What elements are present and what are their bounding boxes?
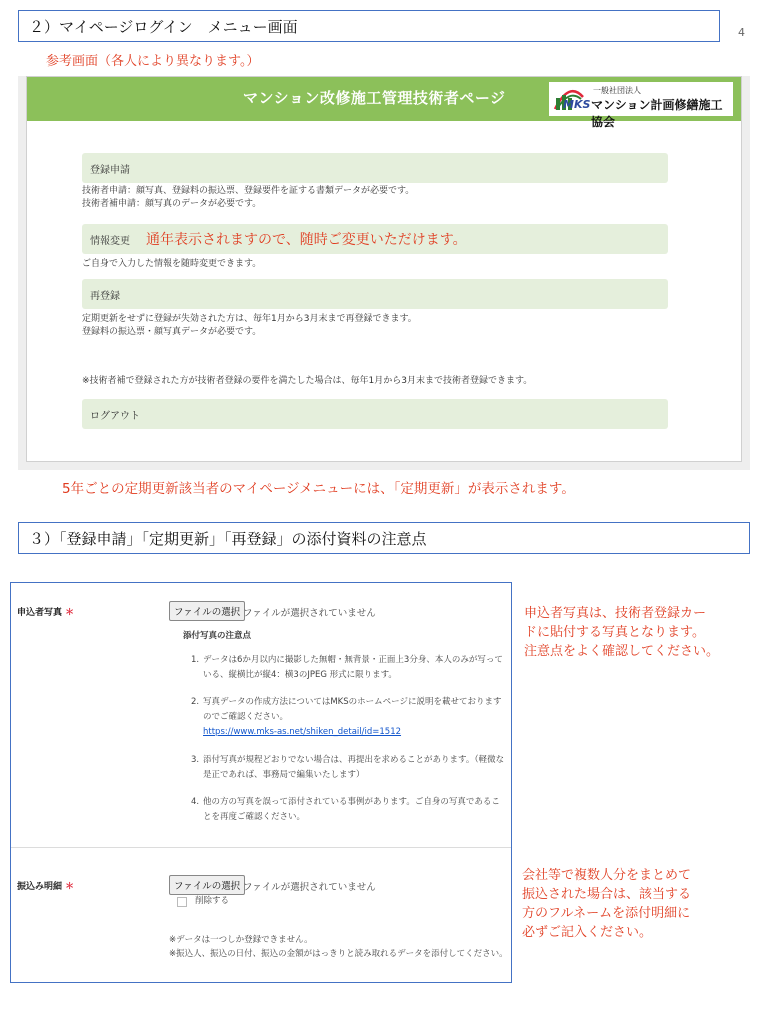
- menu-item-info-change-label: 情報変更: [90, 235, 130, 247]
- logout-button[interactable]: [82, 399, 668, 429]
- menu-item-info-change[interactable]: [82, 224, 668, 254]
- required-mark: ＊: [65, 608, 75, 618]
- photo-note-2-num: 2.: [191, 697, 200, 707]
- menu-info-change-desc: ご自身で入力した情報を随時変更できます。: [82, 259, 262, 269]
- photo-side-note-line-3: 注意点をよく確認してください。: [524, 644, 720, 659]
- photo-file-status: ファイルが選択されていません: [243, 608, 376, 619]
- form-divider: [11, 847, 511, 848]
- transfer-field-label: [17, 879, 74, 892]
- transfer-side-note-line-4: 必ずご記入ください。: [522, 925, 653, 940]
- mypage-screenshot: [18, 76, 750, 470]
- transfer-file-button[interactable]: ファイルの選択: [169, 875, 245, 895]
- section-2-title-text: ２）マイページログイン メニュー画面: [29, 17, 298, 36]
- reference-caption: 参考画面（各人により異なります。）: [46, 54, 260, 69]
- photo-guide-link[interactable]: https://www.mks-as.net/shiken_detail/id=1512: [203, 727, 402, 737]
- logo-mark-text: MKS: [563, 98, 591, 111]
- photo-note-3-num: 3.: [191, 755, 200, 765]
- attachment-form-screenshot: [10, 582, 512, 983]
- required-mark: ＊: [65, 882, 75, 892]
- info-change-annotation: 通年表示されますので、随時ご変更いただけます。: [146, 232, 467, 248]
- menu-registration-desc-2: 技術者補申請：顔写真のデータが必要です。: [82, 199, 262, 209]
- photo-file-button[interactable]: ファイルの選択: [169, 601, 245, 621]
- menu-reregistration-desc-2: 登録料の振込票・顔写真データが必要です。: [82, 327, 262, 337]
- transfer-note-1: ※データは一つしか登録できません。: [169, 935, 313, 945]
- engineer-upgrade-notice: ※技術者補で登録された方が技術者登録の要件を満たした場合は、毎年1月から3月末まで技術者登録できます。: [82, 376, 533, 386]
- section-3-title-text: ３）「登録申請」「定期更新」「再登録」の添付資料の注意点: [29, 529, 427, 548]
- photo-side-note-line-2: ドに貼付する写真となります。: [524, 625, 705, 640]
- logo-org-name: マンション計画修繕施工協会: [591, 98, 723, 129]
- menu-registration-desc-1: 技術者申請：顔写真、登録料の振込票、登録要件を証する書類データが必要です。: [82, 186, 415, 196]
- transfer-note-2: ※振込人、振込の日付、振込の金額がはっきりと読み取れるデータを添付してください。: [169, 949, 508, 959]
- photo-notes-title: 添付写真の注意点: [183, 631, 252, 641]
- photo-note-1-text: データは6か月以内に撮影した無帽・無背景・正面上3分身、本人のみが写っている、縦横比が縦4：横3のJPEG 形式に限ります。: [203, 655, 503, 680]
- menu-item-registration[interactable]: [82, 153, 668, 183]
- menu-item-reregistration-label: 再登録: [90, 290, 120, 302]
- mypage-header: [27, 77, 741, 129]
- mks-logo: [549, 82, 733, 129]
- page-number: 4: [738, 26, 745, 39]
- photo-side-note: [524, 604, 719, 661]
- transfer-side-note: [522, 866, 691, 942]
- section-3-title: [18, 522, 750, 554]
- mypage-panel: [26, 76, 742, 462]
- menu-item-registration-label: 登録申請: [90, 164, 130, 176]
- transfer-file-status: ファイルが選択されていません: [243, 882, 376, 893]
- section-2-title: [18, 10, 720, 42]
- menu-reregistration-desc-1: 定期更新をせずに登録が失効された方は、毎年1月から3月末まで再登録できます。: [82, 314, 417, 324]
- delete-checkbox[interactable]: [177, 897, 187, 907]
- photo-field-label: [17, 605, 74, 618]
- photo-side-note-line-1: 申込者写真は、技術者登録カー: [524, 606, 707, 621]
- photo-note-1-num: 1.: [191, 655, 200, 665]
- logo-org-small: 一般社団法人: [593, 86, 641, 95]
- logout-label: ログアウト: [90, 410, 140, 422]
- mypage-header-title: マンション改修施工管理技術者ページ: [243, 89, 506, 107]
- photo-note-2-text: 写真データの作成方法についてはMKSのホームページに説明を載せておりますのでご確認ください。: [203, 697, 502, 722]
- transfer-side-note-line-1: 会社等で複数人分をまとめて: [522, 868, 692, 883]
- photo-note-4-num: 4.: [191, 797, 200, 807]
- photo-note-3-text: 添付写真が規程どおりでない場合は、再提出を求めることがあります。（軽微な是正であれば、事務局で編集いたします）: [203, 755, 505, 780]
- transfer-side-note-line-2: 振込された場合は、該当する: [522, 887, 692, 902]
- photo-note-4-text: 他の方の写真を誤って添付されている事例があります。ご自身の写真であることを再度ご確認ください。: [203, 797, 500, 822]
- transfer-side-note-line-3: 方のフルネームを添付明細に: [522, 906, 691, 921]
- menu-item-reregistration[interactable]: [82, 279, 668, 309]
- delete-checkbox-label: 削除する: [195, 896, 230, 906]
- photo-label-text: 申込者写真: [17, 608, 63, 618]
- transfer-label-text: 振込み明細: [17, 882, 63, 892]
- renewal-note: 5年ごとの定期更新該当者のマイページメニューには、「定期更新」が表示されます。: [62, 481, 575, 497]
